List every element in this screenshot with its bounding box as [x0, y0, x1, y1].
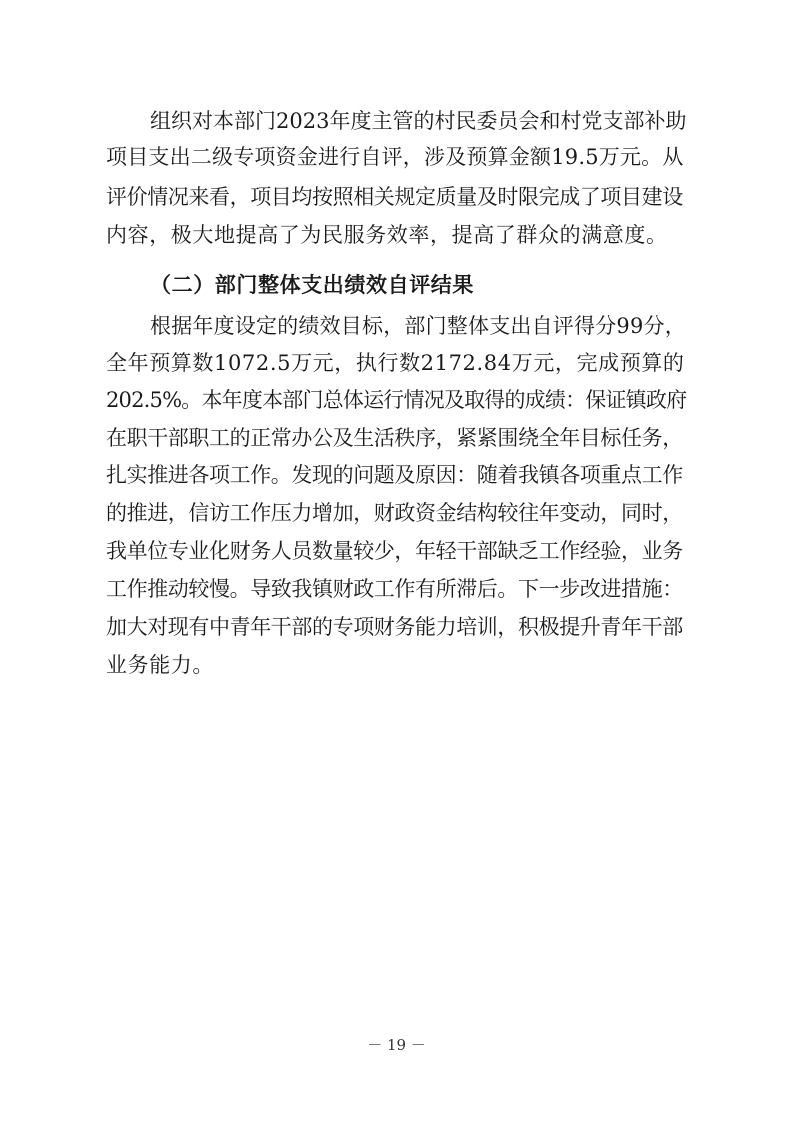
- paragraph2-line-4: 在职干部职工的正常办公及生活秩序，紧紧围绕全年目标任务，: [106, 426, 683, 450]
- page-number: － 19 －: [367, 1036, 426, 1054]
- paragraph2-line-2: 全年预算数1072.5万元，执行数2172.84万元，完成预算的: [106, 351, 685, 375]
- paragraph1-line-4: 内容，极大地提高了为民服务效率，提高了群众的满意度。: [106, 223, 668, 247]
- paragraph1-line-3: 评价情况来看，项目均按照相关规定质量及时限完成了项目建设: [106, 185, 683, 209]
- paragraph2-line-9: 加大对现有中青年干部的专项财务能力培训，积极提升青年干部: [106, 615, 683, 639]
- paragraph2-line-3: 202.5%。本年度本部门总体运行情况及取得的成绩：保证镇政府: [106, 388, 687, 412]
- paragraph2-line-6: 的推进，信访工作压力增加，财政资金结构较往年变动，同时，: [106, 501, 683, 525]
- section-heading: （二）部门整体支出绩效自评结果: [150, 273, 474, 297]
- paragraph1-line-1: 组织对本部门2023年度主管的村民委员会和村党支部补助: [150, 109, 687, 133]
- paragraph2-line-10: 业务能力。: [106, 653, 214, 677]
- paragraph2-line-8: 工作推动较慢。导致我镇财政工作有所滞后。下一步改进措施：: [106, 577, 683, 601]
- paragraph2-line-1: 根据年度设定的绩效目标，部门整体支出自评得分99分，: [150, 314, 686, 338]
- paragraph2-line-7: 我单位专业化财务人员数量较少，年轻干部缺乏工作经验，业务: [106, 539, 683, 563]
- paragraph1-line-2: 项目支出二级专项资金进行自评，涉及预算金额19.5万元。从: [106, 145, 684, 169]
- paragraph2-line-5: 扎实推进各项工作。发现的问题及原因：随着我镇各项重点工作: [106, 463, 683, 487]
